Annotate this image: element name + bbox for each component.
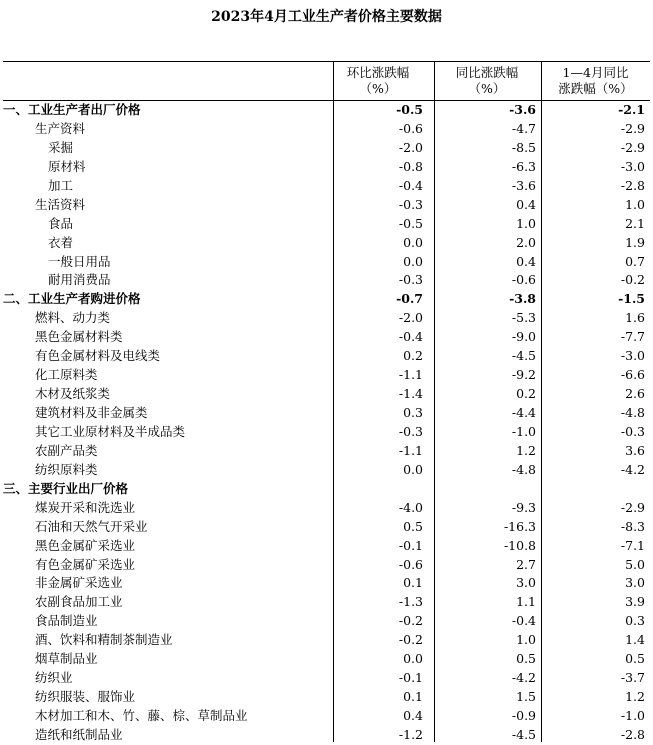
value-yoy: 1.2 [516,442,536,458]
row-label: 纺织服装、服饰业 [35,689,136,705]
value-ytd: -2.9 [620,139,645,155]
row-label: 其它工业原材料及半成品类 [35,423,186,439]
value-ytd: -0.3 [620,423,645,439]
row-label: 生产资料 [35,120,86,136]
table-row [3,688,650,707]
row-label: 纺织业 [35,670,73,686]
table-row [3,120,650,139]
value-ytd: 0.7 [625,253,645,269]
value-ytd: -6.6 [620,367,645,383]
value-mom: -1.2 [398,726,423,742]
header-yoy [434,62,540,100]
value-mom: -0.2 [398,632,423,648]
value-mom: 0.5 [403,518,423,534]
table-row [3,385,650,404]
row-label: 一、工业生产者出厂价格 [3,102,141,117]
value-yoy: 0.2 [516,386,536,402]
value-mom: -0.5 [398,215,423,231]
value-mom: 0.1 [403,689,423,705]
value-ytd: -1.5 [618,291,645,307]
table-row [3,139,650,158]
row-label: 二、工业生产者购进价格 [3,291,141,307]
value-mom: -0.4 [398,329,423,345]
row-label: 食品制造业 [35,613,98,629]
table-row [3,215,650,234]
value-ytd: 0.3 [625,613,645,629]
value-mom: -1.3 [398,594,423,610]
value-mom: -2.0 [398,139,423,155]
row-label: 有色金属材料及电线类 [35,348,161,364]
value-ytd: -4.8 [620,405,645,420]
value-yoy: -5.3 [511,310,536,326]
value-ytd: -2.9 [620,499,645,515]
row-label: 纺织原料类 [35,461,98,477]
table-row [3,423,650,442]
table-row [3,158,650,177]
value-mom: 0.0 [403,253,423,269]
value-ytd: -3.0 [620,158,645,174]
value-ytd: -2.8 [620,726,645,742]
row-label: 农副产品类 [35,442,98,458]
table-row [3,499,650,518]
table-row [3,631,650,650]
value-ytd: 3.6 [625,442,645,458]
value-mom: -0.4 [398,177,423,193]
value-yoy: -0.4 [511,613,536,629]
table-row [3,347,650,366]
value-mom: 0.0 [403,651,423,667]
value-mom: -0.1 [398,670,423,686]
value-mom: -1.1 [398,367,423,383]
value-yoy: -4.8 [511,461,536,477]
value-yoy: 1.1 [516,594,536,610]
header-yoy-line1: 同比涨跌幅 [455,65,519,80]
table-row [3,726,650,745]
value-yoy: -9.3 [511,499,536,515]
table-row [3,101,650,120]
row-label: 原材料 [48,158,86,174]
row-label: 木材及纸浆类 [35,386,111,402]
value-ytd: 3.9 [625,594,645,610]
header-mom-line1: 环比涨跌幅 [346,65,410,80]
row-label: 煤炭开采和洗选业 [35,499,136,515]
value-ytd: 0.5 [625,651,645,667]
table-row [3,650,650,669]
value-ytd: 1.2 [625,689,645,705]
value-ytd: -4.2 [620,461,645,477]
row-label: 耐用消费品 [48,272,111,288]
value-mom: 0.3 [403,405,423,420]
row-label: 木材加工和木、竹、藤、棕、草制品业 [35,708,248,723]
value-yoy: 2.0 [516,234,536,250]
header-ytd [541,62,650,100]
value-mom: -0.8 [398,158,423,174]
value-yoy: -3.8 [509,291,536,307]
row-label: 酒、饮料和精制茶制造业 [35,632,173,648]
table-body [3,101,650,745]
value-yoy: -8.5 [511,139,536,155]
table-header [3,61,650,101]
value-ytd: -7.1 [620,537,645,553]
row-label: 造纸和纸制品业 [35,726,123,742]
value-ytd: -2.1 [618,102,645,117]
value-mom: -0.3 [398,196,423,212]
value-ytd: -7.7 [620,329,645,345]
header-yoy-line2: （%） [468,81,506,96]
value-mom: -0.6 [398,556,423,572]
value-yoy: 0.4 [516,253,536,269]
value-yoy: -1.0 [511,423,536,439]
value-yoy: -9.2 [511,367,536,383]
value-yoy: 1.0 [516,632,536,648]
value-yoy: -3.6 [511,177,536,193]
value-mom: -0.3 [398,423,423,439]
value-yoy: -4.7 [511,120,536,136]
row-label: 燃料、动力类 [35,310,111,326]
table-row [3,593,650,612]
value-yoy: -3.6 [509,102,536,117]
value-mom: -0.5 [396,102,423,117]
row-label: 石油和天然气开采业 [35,518,148,534]
row-label: 食品 [48,215,74,231]
table-row [3,480,650,499]
value-mom: -0.6 [398,120,423,136]
table-row [3,669,650,688]
table-row [3,253,650,272]
value-mom: 0.0 [403,461,423,477]
row-label: 黑色金属矿采选业 [35,537,136,553]
table-row [3,196,650,215]
value-yoy: -4.2 [511,670,536,686]
value-yoy: 0.4 [516,196,536,212]
value-mom: 0.0 [403,234,423,250]
table-row [3,177,650,196]
row-label: 化工原料类 [35,367,98,383]
value-ytd: -2.9 [620,120,645,136]
table-row [3,442,650,461]
table-row [3,612,650,631]
value-yoy: 3.0 [516,575,536,591]
value-ytd: 5.0 [625,556,645,572]
value-ytd: -1.0 [620,708,645,723]
row-label: 有色金属矿采选业 [35,556,136,572]
row-label: 农副食品加工业 [35,594,123,610]
value-yoy: -9.0 [511,329,536,345]
value-yoy: -0.9 [511,708,536,723]
value-yoy: -10.8 [503,537,536,553]
value-yoy: -16.3 [503,518,536,534]
value-yoy: 2.7 [516,556,536,572]
value-mom: -0.2 [398,613,423,629]
table-row [3,404,650,423]
value-mom: 0.1 [403,575,423,591]
value-ytd: 1.9 [625,234,645,250]
value-ytd: -8.3 [620,518,645,534]
value-ytd: -2.8 [620,177,645,193]
header-mom [333,62,423,100]
row-label: 烟草制品业 [35,651,98,667]
table-row [3,309,650,328]
value-ytd: -3.0 [620,348,645,364]
value-yoy: -4.5 [511,348,536,364]
value-yoy: -6.3 [511,158,536,174]
row-label: 加工 [48,177,74,193]
row-label: 采掘 [48,139,74,155]
header-ytd-line1: 1—4月同比 [562,65,629,80]
value-mom: -2.0 [398,310,423,326]
price-data-table [3,61,650,745]
value-yoy: 0.5 [516,651,536,667]
table-row [3,707,650,726]
table-row [3,556,650,575]
table-title: 2023年4月工业生产者价格主要数据 [211,9,442,25]
value-mom: -1.1 [398,442,423,458]
table-row [3,574,650,593]
row-label: 黑色金属材料类 [35,329,123,345]
row-label: 建筑材料及非金属类 [35,405,148,420]
value-ytd: 1.0 [625,196,645,212]
table-row [3,537,650,556]
row-label: 三、主要行业出厂价格 [3,480,129,496]
value-yoy: -0.6 [511,272,536,288]
value-yoy: 1.0 [516,215,536,231]
value-ytd: 2.6 [625,386,645,402]
row-label: 生活资料 [35,196,86,212]
value-ytd: 2.1 [625,215,645,231]
value-mom: 0.4 [403,708,423,723]
row-label: 衣着 [48,234,74,250]
table-row [3,366,650,385]
value-yoy: -4.4 [511,405,536,420]
value-mom: -0.7 [396,291,423,307]
table-row [3,328,650,347]
table-row [3,234,650,253]
value-ytd: 3.0 [625,575,645,591]
value-ytd: 1.4 [625,632,645,648]
value-mom: 0.2 [403,348,423,364]
value-ytd: 1.6 [625,310,645,326]
row-label: 非金属矿采选业 [35,575,123,591]
table-row [3,290,650,309]
value-mom: -1.4 [398,386,423,402]
value-yoy: 1.5 [516,689,536,705]
row-label: 一般日用品 [48,253,111,269]
value-ytd: -3.7 [620,670,645,686]
value-mom: -4.0 [398,499,423,515]
header-mom-line2: （%） [359,81,397,96]
table-row [3,271,650,290]
value-mom: -0.3 [398,272,423,288]
table-row [3,518,650,537]
value-mom: -0.1 [398,537,423,553]
table-row [3,461,650,480]
value-yoy: -4.5 [511,726,536,742]
header-ytd-line2: 涨跌幅（%） [558,81,633,96]
value-ytd: -0.2 [620,272,645,288]
